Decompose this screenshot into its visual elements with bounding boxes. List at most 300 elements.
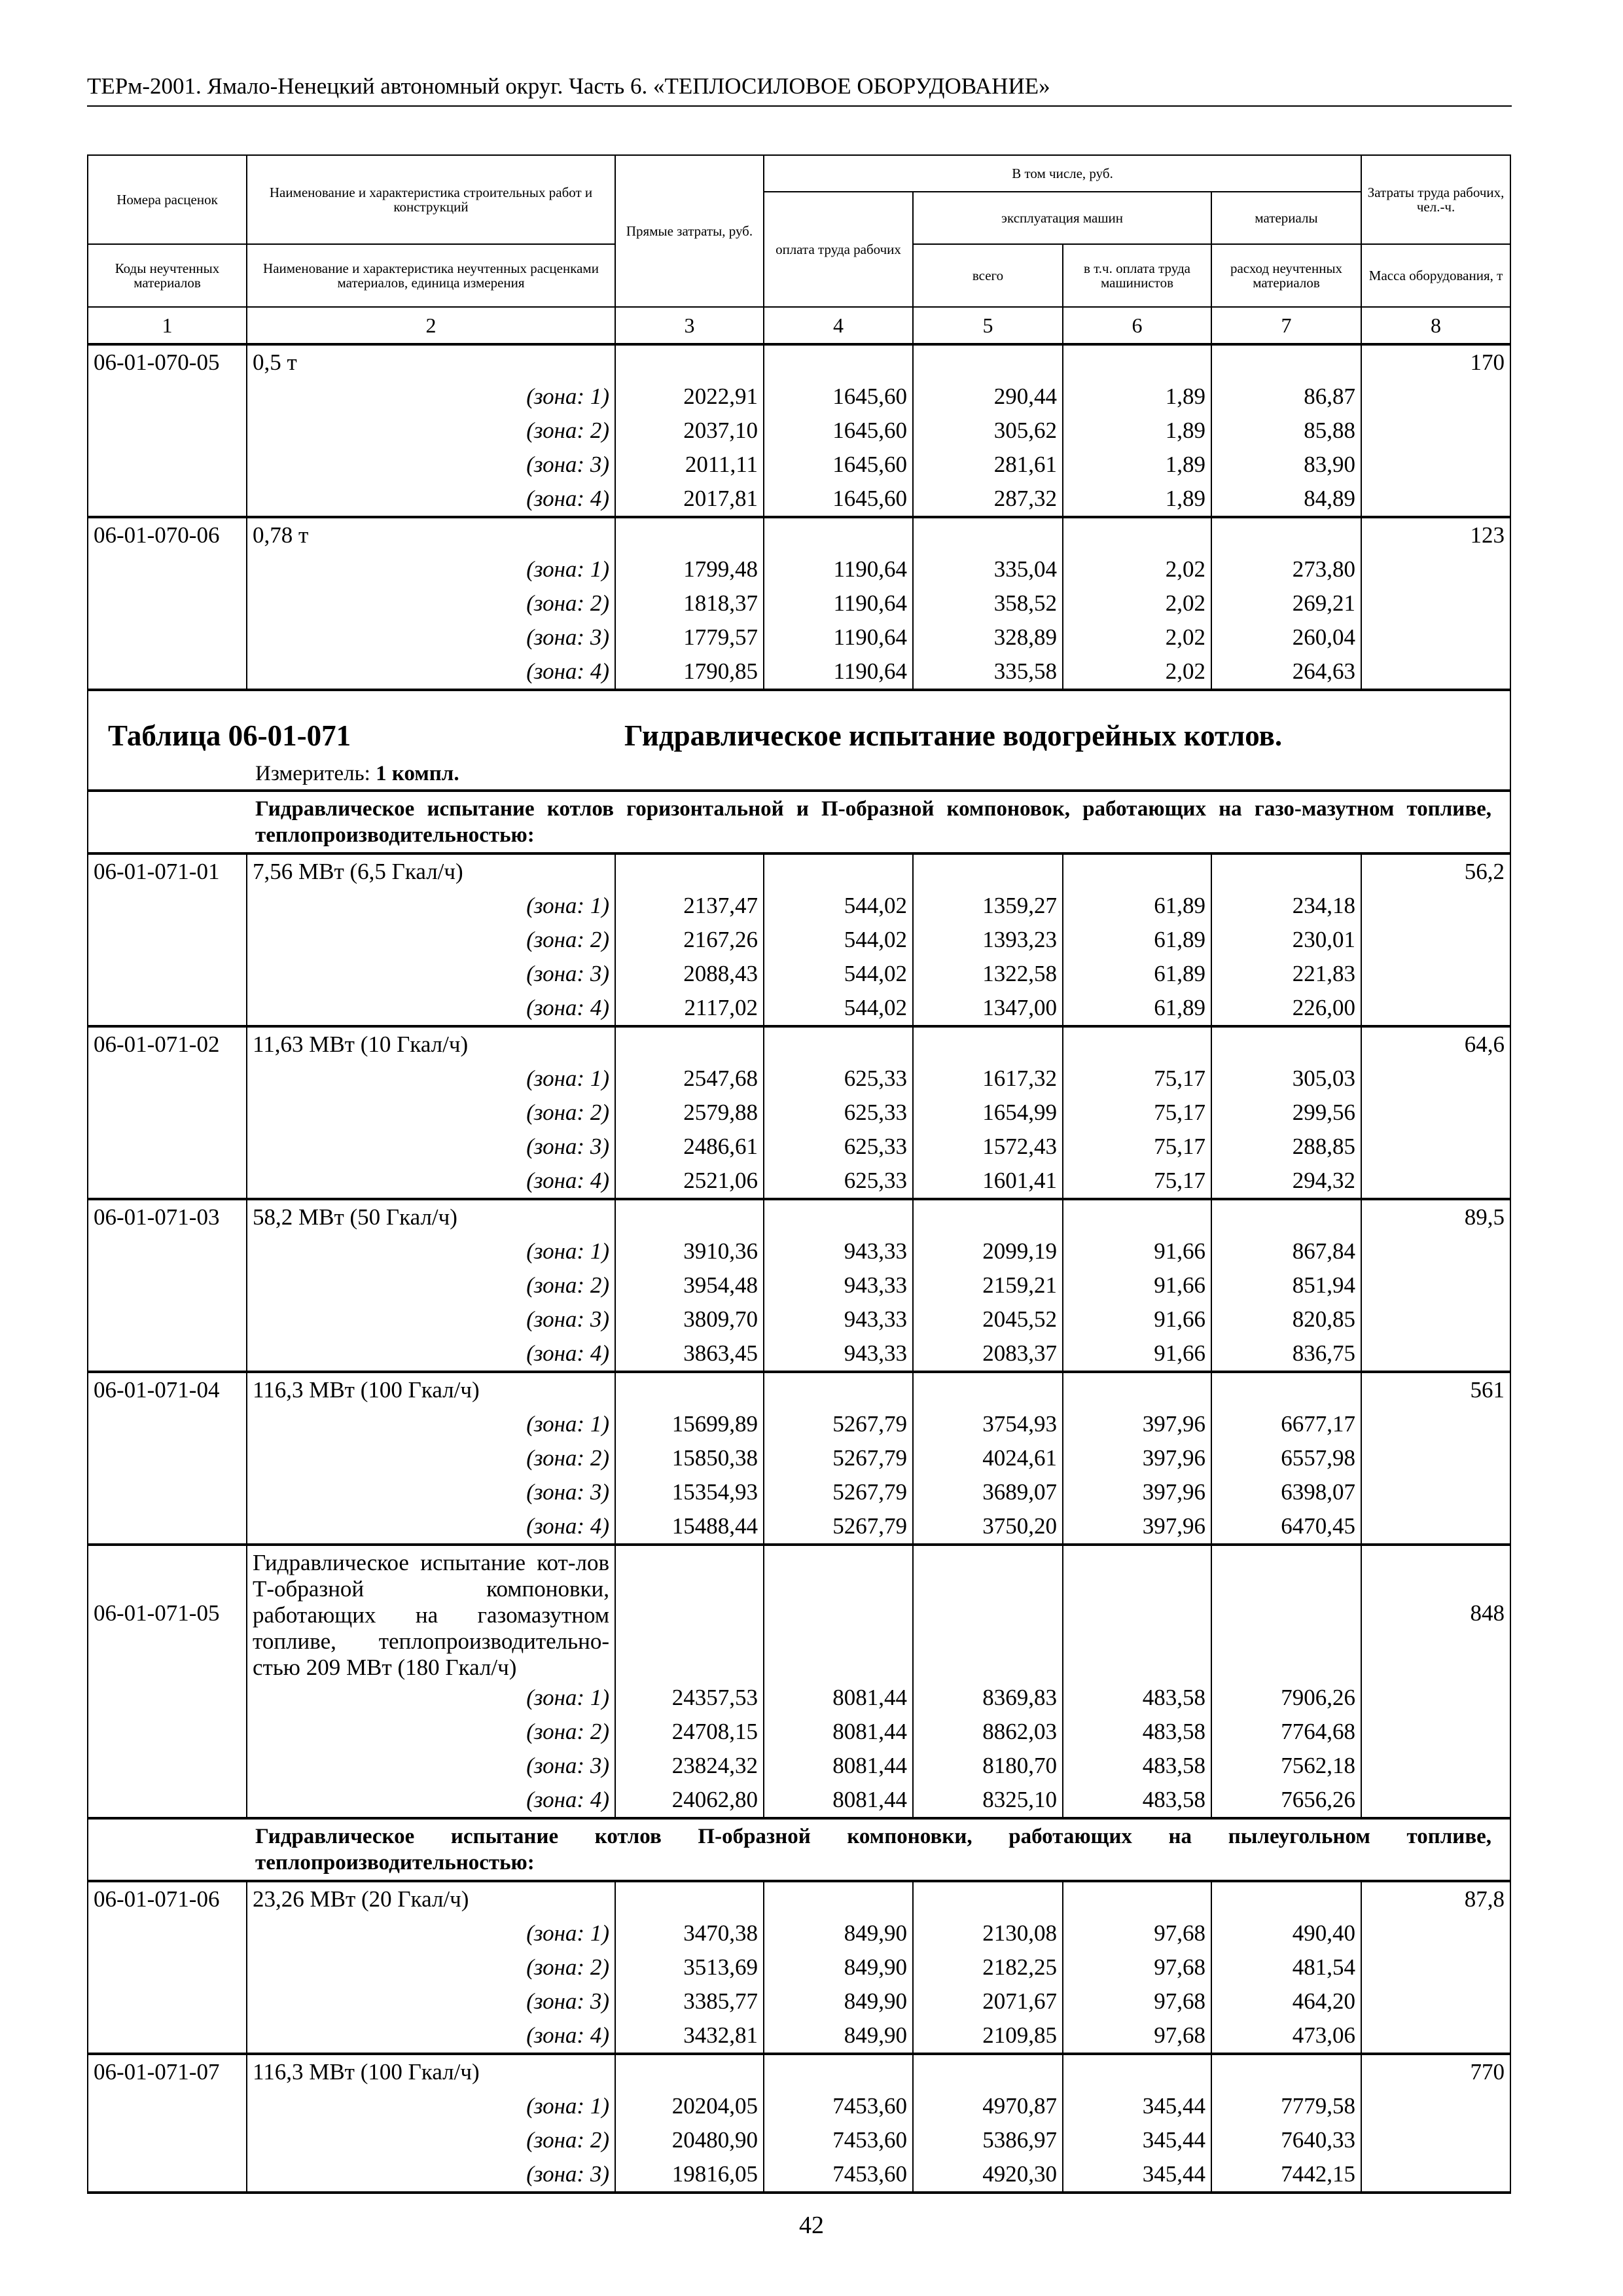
empty-cell (1361, 1475, 1510, 1509)
zone-value: 544,02 (764, 957, 913, 991)
zone-row (88, 1984, 1510, 2018)
header-col4: оплата труда рабочих (764, 192, 913, 307)
zone-value: 7442,15 (1211, 2157, 1361, 2193)
rate-row (88, 1026, 1510, 1062)
zone-label: (зона: 4) (247, 1783, 615, 1818)
zone-value: 6557,98 (1211, 1441, 1361, 1475)
zone-value: 221,83 (1211, 957, 1361, 991)
zone-row (88, 414, 1510, 448)
zone-value: 1190,64 (764, 552, 913, 586)
zone-value: 15699,89 (615, 1407, 764, 1441)
labor-hours: 87,8 (1361, 1881, 1510, 1916)
empty-cell (1361, 1234, 1510, 1268)
zone-value: 625,33 (764, 1096, 913, 1130)
zone-row (88, 1475, 1510, 1509)
zone-row (88, 1950, 1510, 1984)
empty-cell (1063, 1881, 1211, 1916)
zone-value: 91,66 (1063, 1336, 1211, 1372)
empty-cell (1361, 414, 1510, 448)
zone-value: 260,04 (1211, 620, 1361, 655)
empty-cell (88, 586, 247, 620)
zone-value: 1645,60 (764, 414, 913, 448)
zone-row (88, 2018, 1510, 2054)
running-head: ТЕРм-2001. Ямало-Ненецкий автономный округ. Часть 6. «ТЕПЛОСИЛОВОЕ ОБОРУДОВАНИЕ» (87, 73, 1050, 99)
table-title: Гидравлическое испытание водогрейных котлов. (624, 719, 1283, 752)
zone-value: 2045,52 (913, 1302, 1063, 1336)
zone-value: 97,68 (1063, 1950, 1211, 1984)
zone-row (88, 1336, 1510, 1372)
empty-cell (88, 1475, 247, 1509)
rate-row (88, 344, 1510, 380)
empty-cell (1063, 1199, 1211, 1234)
zone-value: 7453,60 (764, 2157, 913, 2193)
measure-unit (255, 757, 459, 791)
zone-label: (зона: 3) (247, 1475, 615, 1509)
table-header (88, 155, 1510, 344)
empty-cell (1361, 1749, 1510, 1783)
empty-cell (615, 1881, 764, 1916)
zone-value: 464,20 (1211, 1984, 1361, 2018)
labor-hours: 56,2 (1361, 853, 1510, 889)
empty-cell (615, 1545, 764, 1681)
zone-value: 2547,68 (615, 1062, 764, 1096)
zone-row (88, 1268, 1510, 1302)
zone-value: 943,33 (764, 1234, 913, 1268)
table-title-row (88, 690, 1510, 791)
table-body (88, 344, 1510, 2193)
empty-cell (88, 991, 247, 1026)
zone-row (88, 1749, 1510, 1783)
empty-cell (1361, 923, 1510, 957)
empty-cell (88, 1407, 247, 1441)
zone-row (88, 1302, 1510, 1336)
rate-code: 06-01-071-05 (88, 1545, 247, 1681)
zone-value: 849,90 (764, 1916, 913, 1950)
empty-cell (764, 1026, 913, 1062)
section-subheader: Гидравлическое испытание котлов горизонтальной и П-образной компоновок, работающих на газо-мазутном топливе, теплопроизводительностью: (88, 791, 1510, 853)
empty-cell (913, 517, 1063, 552)
empty-cell (1211, 1026, 1361, 1062)
rate-row (88, 2054, 1510, 2089)
empty-cell (1361, 448, 1510, 482)
zone-value: 345,44 (1063, 2157, 1211, 2193)
zone-value: 544,02 (764, 991, 913, 1026)
rate-description: 11,63 МВт (10 Гкал/ч) (247, 1026, 615, 1062)
empty-cell (615, 2054, 764, 2089)
zone-value: 2579,88 (615, 1096, 764, 1130)
zone-value: 7453,60 (764, 2123, 913, 2157)
zone-value: 15354,93 (615, 1475, 764, 1509)
empty-cell (88, 380, 247, 414)
zone-value: 544,02 (764, 889, 913, 923)
zone-value: 294,32 (1211, 1164, 1361, 1199)
table-number: Таблица 06-01-071 (108, 719, 351, 752)
zone-value: 24062,80 (615, 1783, 764, 1818)
rate-code: 06-01-070-06 (88, 517, 247, 552)
zone-row (88, 923, 1510, 957)
zone-value: 6677,17 (1211, 1407, 1361, 1441)
zone-value: 2486,61 (615, 1130, 764, 1164)
zone-row (88, 1130, 1510, 1164)
zone-value: 273,80 (1211, 552, 1361, 586)
table-title-cell (88, 690, 1510, 791)
zone-label: (зона: 2) (247, 923, 615, 957)
zone-value: 3754,93 (913, 1407, 1063, 1441)
zone-value: 7906,26 (1211, 1681, 1361, 1715)
empty-cell (1361, 2123, 1510, 2157)
zone-value: 75,17 (1063, 1096, 1211, 1130)
zone-label: (зона: 3) (247, 1984, 615, 2018)
empty-cell (88, 1336, 247, 1372)
empty-cell (88, 482, 247, 517)
zone-value: 5267,79 (764, 1441, 913, 1475)
labor-hours: 123 (1361, 517, 1510, 552)
zone-value: 358,52 (913, 586, 1063, 620)
empty-cell (764, 1545, 913, 1681)
zone-value: 1190,64 (764, 586, 913, 620)
zone-value: 2182,25 (913, 1950, 1063, 1984)
zone-row (88, 889, 1510, 923)
zone-value: 61,89 (1063, 889, 1211, 923)
zone-label: (зона: 1) (247, 1916, 615, 1950)
header-column-number: 4 (764, 307, 913, 344)
empty-cell (913, 1881, 1063, 1916)
zone-value: 7453,60 (764, 2089, 913, 2123)
zone-value: 849,90 (764, 2018, 913, 2054)
rate-code: 06-01-071-04 (88, 1372, 247, 1407)
zone-label: (зона: 2) (247, 1096, 615, 1130)
zone-value: 1347,00 (913, 991, 1063, 1026)
zone-value: 490,40 (1211, 1916, 1361, 1950)
zone-value: 1359,27 (913, 889, 1063, 923)
zone-value: 19816,05 (615, 2157, 764, 2193)
zone-value: 234,18 (1211, 889, 1361, 923)
zone-value: 2037,10 (615, 414, 764, 448)
rate-row (88, 1545, 1510, 1681)
zone-value: 2,02 (1063, 620, 1211, 655)
empty-cell (88, 923, 247, 957)
empty-cell (1361, 620, 1510, 655)
zone-value: 91,66 (1063, 1268, 1211, 1302)
empty-cell (1361, 1096, 1510, 1130)
zone-row (88, 1441, 1510, 1475)
empty-cell (1361, 586, 1510, 620)
rate-code: 06-01-071-07 (88, 2054, 247, 2089)
rate-description: 0,78 т (247, 517, 615, 552)
zone-row (88, 1164, 1510, 1199)
zone-value: 4970,87 (913, 2089, 1063, 2123)
zone-row (88, 620, 1510, 655)
zone-value: 481,54 (1211, 1950, 1361, 1984)
rate-row (88, 1372, 1510, 1407)
zone-value: 3750,20 (913, 1509, 1063, 1545)
empty-cell (1211, 1372, 1361, 1407)
zone-value: 1790,85 (615, 655, 764, 690)
header-col5: всего (913, 244, 1063, 307)
empty-cell (1361, 1681, 1510, 1715)
empty-cell (764, 344, 913, 380)
header-col6: в т.ч. оплата труда машинистов (1063, 244, 1211, 307)
empty-cell (1063, 853, 1211, 889)
zone-value: 836,75 (1211, 1336, 1361, 1372)
zone-value: 3470,38 (615, 1916, 764, 1950)
zone-row (88, 1062, 1510, 1096)
empty-cell (1361, 991, 1510, 1026)
empty-cell (88, 1916, 247, 1950)
zone-value: 335,58 (913, 655, 1063, 690)
zone-value: 483,58 (1063, 1783, 1211, 1818)
zone-value: 943,33 (764, 1268, 913, 1302)
zone-value: 75,17 (1063, 1062, 1211, 1096)
zone-label: (зона: 1) (247, 380, 615, 414)
zone-value: 83,90 (1211, 448, 1361, 482)
empty-cell (88, 1164, 247, 1199)
empty-cell (764, 1372, 913, 1407)
empty-cell (1211, 2054, 1361, 2089)
zone-value: 1322,58 (913, 957, 1063, 991)
empty-cell (88, 1268, 247, 1302)
empty-cell (1361, 1407, 1510, 1441)
empty-cell (1361, 2157, 1510, 2193)
zone-value: 8369,83 (913, 1681, 1063, 1715)
zone-value: 1617,32 (913, 1062, 1063, 1096)
zone-value: 2521,06 (615, 1164, 764, 1199)
empty-cell (88, 1441, 247, 1475)
empty-cell (764, 2054, 913, 2089)
rate-description: Гидравлическое испытание кот-лов Т-образной компоновки, работающих на газомазутном топливе, теплопроизводительно-стью 209 МВт (180 Гкал/ч) (247, 1545, 615, 1681)
zone-label: (зона: 1) (247, 889, 615, 923)
empty-cell (88, 889, 247, 923)
empty-cell (88, 1096, 247, 1130)
zone-value: 8081,44 (764, 1749, 913, 1783)
zone-value: 91,66 (1063, 1302, 1211, 1336)
empty-cell (615, 1372, 764, 1407)
zone-value: 84,89 (1211, 482, 1361, 517)
empty-cell (1361, 889, 1510, 923)
zone-value: 85,88 (1211, 414, 1361, 448)
empty-cell (1211, 1199, 1361, 1234)
zone-value: 20204,05 (615, 2089, 764, 2123)
zone-value: 397,96 (1063, 1475, 1211, 1509)
zone-row (88, 482, 1510, 517)
zone-value: 3863,45 (615, 1336, 764, 1372)
zone-label: (зона: 3) (247, 448, 615, 482)
zone-value: 7779,58 (1211, 2089, 1361, 2123)
empty-cell (88, 1681, 247, 1715)
zone-row (88, 1783, 1510, 1818)
zone-label: (зона: 2) (247, 1441, 615, 1475)
zone-value: 473,06 (1211, 2018, 1361, 2054)
empty-cell (1361, 2089, 1510, 2123)
zone-value: 1645,60 (764, 448, 913, 482)
zone-value: 2159,21 (913, 1268, 1063, 1302)
rate-code: 06-01-070-05 (88, 344, 247, 380)
empty-cell (1361, 1950, 1510, 1984)
zone-value: 2071,67 (913, 1984, 1063, 2018)
zone-value: 1393,23 (913, 923, 1063, 957)
zone-value: 8180,70 (913, 1749, 1063, 1783)
zone-value: 2,02 (1063, 552, 1211, 586)
zone-value: 6398,07 (1211, 1475, 1361, 1509)
zone-value: 1,89 (1063, 482, 1211, 517)
header-col7: расход неучтенных материалов (1211, 244, 1361, 307)
zone-value: 287,32 (913, 482, 1063, 517)
empty-cell (913, 1199, 1063, 1234)
empty-cell (1211, 1545, 1361, 1681)
zone-value: 1,89 (1063, 414, 1211, 448)
zone-row (88, 1096, 1510, 1130)
zone-value: 2083,37 (913, 1336, 1063, 1372)
empty-cell (913, 2054, 1063, 2089)
zone-value: 2,02 (1063, 655, 1211, 690)
zone-value: 61,89 (1063, 923, 1211, 957)
zone-label: (зона: 3) (247, 1749, 615, 1783)
zone-value: 1190,64 (764, 620, 913, 655)
header-col1-top: Номера расценок (88, 155, 247, 244)
empty-cell (88, 2123, 247, 2157)
zone-label: (зона: 2) (247, 2123, 615, 2157)
zone-label: (зона: 4) (247, 991, 615, 1026)
zone-value: 97,68 (1063, 1916, 1211, 1950)
zone-value: 1645,60 (764, 380, 913, 414)
header-col8-top: Затраты труда рабочих, чел.-ч. (1361, 155, 1510, 244)
zone-value: 2099,19 (913, 1234, 1063, 1268)
rate-code: 06-01-071-03 (88, 1199, 247, 1234)
empty-cell (1361, 482, 1510, 517)
measure-value: 1 компл. (376, 762, 459, 785)
zone-value: 5267,79 (764, 1407, 913, 1441)
zone-value: 2088,43 (615, 957, 764, 991)
header-col2-bottom: Наименование и характеристика неучтенных расценками материалов, единица измерения (247, 244, 615, 307)
zone-row (88, 1509, 1510, 1545)
rate-description: 116,3 МВт (100 Гкал/ч) (247, 1372, 615, 1407)
empty-cell (88, 620, 247, 655)
empty-cell (615, 1026, 764, 1062)
zone-value: 2,02 (1063, 586, 1211, 620)
zone-value: 2109,85 (913, 2018, 1063, 2054)
empty-cell (88, 1062, 247, 1096)
empty-cell (913, 853, 1063, 889)
zone-value: 345,44 (1063, 2089, 1211, 2123)
empty-cell (1361, 1783, 1510, 1818)
zone-value: 345,44 (1063, 2123, 1211, 2157)
section-subheader: Гидравлическое испытание котлов П-образной компоновки, работающих на пылеугольном топливе, теплопроизводительностью: (88, 1818, 1510, 1881)
zone-value: 299,56 (1211, 1096, 1361, 1130)
zone-label: (зона: 3) (247, 1302, 615, 1336)
zone-value: 91,66 (1063, 1234, 1211, 1268)
zone-value: 4024,61 (913, 1441, 1063, 1475)
zone-value: 24357,53 (615, 1681, 764, 1715)
zone-value: 851,94 (1211, 1268, 1361, 1302)
zone-value: 1601,41 (913, 1164, 1063, 1199)
zone-value: 1190,64 (764, 655, 913, 690)
empty-cell (88, 1302, 247, 1336)
zone-value: 2017,81 (615, 482, 764, 517)
zone-value: 75,17 (1063, 1164, 1211, 1199)
empty-cell (1361, 1715, 1510, 1749)
empty-cell (88, 655, 247, 690)
header-col2-top: Наименование и характеристика строительных работ и конструкций (247, 155, 615, 244)
zone-row (88, 448, 1510, 482)
zone-value: 15850,38 (615, 1441, 764, 1475)
zone-value: 943,33 (764, 1302, 913, 1336)
empty-cell (1361, 1441, 1510, 1475)
empty-cell (1361, 1268, 1510, 1302)
empty-cell (88, 957, 247, 991)
zone-row (88, 586, 1510, 620)
zone-label: (зона: 2) (247, 414, 615, 448)
zone-value: 625,33 (764, 1062, 913, 1096)
zone-value: 335,04 (913, 552, 1063, 586)
zone-row (88, 1715, 1510, 1749)
zone-value: 281,61 (913, 448, 1063, 482)
labor-hours: 770 (1361, 2054, 1510, 2089)
zone-value: 288,85 (1211, 1130, 1361, 1164)
empty-cell (88, 414, 247, 448)
empty-cell (615, 1199, 764, 1234)
zone-value: 3513,69 (615, 1950, 764, 1984)
price-table (87, 154, 1511, 2194)
zone-row (88, 2157, 1510, 2193)
zone-value: 7764,68 (1211, 1715, 1361, 1749)
zone-label: (зона: 1) (247, 1234, 615, 1268)
zone-label: (зона: 3) (247, 620, 615, 655)
empty-cell (913, 1545, 1063, 1681)
empty-cell (1361, 1130, 1510, 1164)
zone-value: 7640,33 (1211, 2123, 1361, 2157)
rate-code: 06-01-071-06 (88, 1881, 247, 1916)
empty-cell (1211, 1881, 1361, 1916)
empty-cell (1063, 344, 1211, 380)
zone-label: (зона: 4) (247, 655, 615, 690)
zone-value: 397,96 (1063, 1509, 1211, 1545)
empty-cell (913, 1026, 1063, 1062)
empty-cell (1361, 380, 1510, 414)
zone-label: (зона: 3) (247, 2157, 615, 2193)
zone-value: 8081,44 (764, 1715, 913, 1749)
zone-row (88, 1407, 1510, 1441)
zone-label: (зона: 2) (247, 1268, 615, 1302)
header-col8-bottom: Масса оборудования, т (1361, 244, 1510, 307)
zone-row (88, 2089, 1510, 2123)
zone-value: 1779,57 (615, 620, 764, 655)
empty-cell (615, 853, 764, 889)
empty-cell (764, 1199, 913, 1234)
zone-row (88, 655, 1510, 690)
empty-cell (88, 552, 247, 586)
empty-cell (764, 853, 913, 889)
empty-cell (88, 1783, 247, 1818)
empty-cell (1211, 344, 1361, 380)
empty-cell (88, 1509, 247, 1545)
empty-cell (1211, 853, 1361, 889)
zone-row (88, 552, 1510, 586)
empty-cell (88, 1749, 247, 1783)
zone-value: 625,33 (764, 1164, 913, 1199)
zone-value: 1645,60 (764, 482, 913, 517)
zone-value: 820,85 (1211, 1302, 1361, 1336)
zone-value: 1572,43 (913, 1130, 1063, 1164)
zone-label: (зона: 2) (247, 586, 615, 620)
rate-code: 06-01-071-02 (88, 1026, 247, 1062)
zone-value: 1,89 (1063, 448, 1211, 482)
zone-row (88, 2123, 1510, 2157)
header-machines: эксплуатация машин (913, 192, 1211, 244)
zone-row (88, 991, 1510, 1026)
empty-cell (764, 1881, 913, 1916)
header-including: В том числе, руб. (764, 155, 1361, 192)
zone-label: (зона: 4) (247, 1509, 615, 1545)
